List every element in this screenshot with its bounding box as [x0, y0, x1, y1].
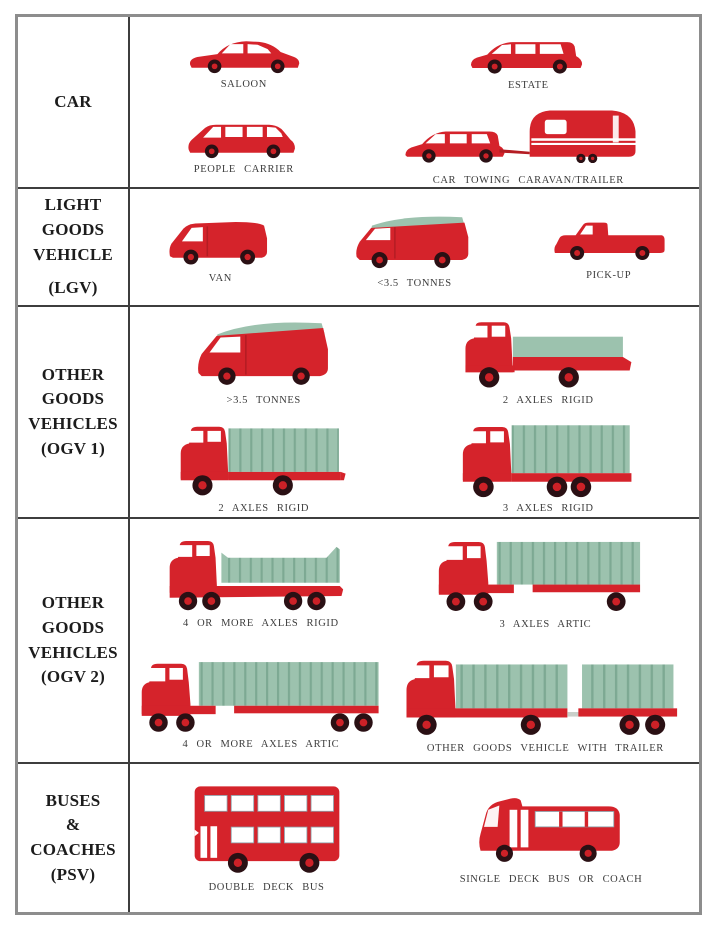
vehicle-figure — [130, 102, 358, 187]
tipper-4-or-more-axles-rigid-icon — [163, 531, 359, 613]
category-cell-ogv2 — [18, 519, 130, 762]
vehicle-figure — [130, 189, 311, 305]
vehicle-caption: PICK-UP — [586, 269, 632, 281]
vehicle-figure — [311, 189, 519, 305]
vehicle-caption: 2 AXLES RIGID — [218, 502, 310, 514]
category-cell-car — [18, 17, 130, 187]
category-line: BUSES — [45, 790, 101, 810]
category-line: GOODS — [41, 219, 105, 239]
people-carrier-icon — [183, 114, 305, 160]
saloon-icon — [183, 29, 305, 75]
category-line: VEHICLES — [28, 642, 118, 662]
category-line: COACHES — [30, 840, 116, 859]
category-line: (OGV 1) — [41, 438, 105, 458]
vehicle-caption: DOUBLE DECK BUS — [208, 881, 325, 893]
single-deck-bus-icon — [472, 791, 630, 870]
table-row-car — [18, 17, 699, 189]
category-line: CAR — [54, 91, 92, 111]
vehicle-figure — [130, 307, 397, 412]
vehicle-caption: PEOPLE CARRIER — [193, 164, 294, 176]
row-content-car — [130, 17, 699, 187]
flatbed-2-axles-rigid-icon — [457, 313, 639, 391]
category-line: OTHER — [41, 364, 105, 384]
artic-4-or-more-axles-icon — [135, 652, 387, 734]
van-icon — [164, 210, 276, 268]
vehicle-caption: SALOON — [220, 79, 267, 91]
vehicle-caption: 4 OR MORE AXLES ARTIC — [182, 739, 340, 751]
category-cell-psv — [18, 764, 130, 912]
vehicle-figure — [130, 519, 392, 641]
category-line: & — [65, 815, 81, 835]
vehicle-caption: OTHER GOODS VEHICLE WITH TRAILER — [426, 743, 664, 755]
vehicle-figure — [358, 102, 699, 187]
van-over-3-5-tonnes-icon — [189, 313, 339, 390]
vehicle-caption: 3 AXLES ARTIC — [499, 618, 592, 630]
vehicle-figure — [392, 641, 699, 763]
vehicle-figure — [130, 412, 397, 517]
vehicle-caption: VAN — [208, 273, 232, 285]
vehicle-caption: <3.5 TONNES — [377, 277, 452, 289]
van-under-3-5-tonnes-icon — [349, 205, 479, 272]
row-content-psv — [130, 764, 699, 912]
row-content-ogv1 — [130, 307, 699, 517]
table-row-lgv — [18, 189, 699, 307]
category-line: (OGV 2) — [41, 667, 105, 687]
vehicle-caption: 3 AXLES RIGID — [502, 503, 594, 515]
vehicle-figure — [130, 641, 392, 763]
category-line: OTHER — [41, 593, 105, 613]
vehicle-caption: SINGLE DECK BUS OR COACH — [459, 874, 643, 886]
table-row-psv — [18, 764, 699, 912]
category-line: VEHICLE — [33, 244, 113, 264]
row-content-lgv — [130, 189, 699, 305]
estate-icon — [465, 28, 591, 75]
category-cell-lgv — [18, 189, 130, 305]
box-3-axles-rigid-icon — [456, 415, 640, 499]
vehicle-figure — [130, 17, 358, 102]
pick-up-icon — [546, 213, 672, 265]
goods-vehicle-with-trailer-icon — [401, 648, 689, 738]
category-line: LIGHT — [44, 195, 102, 215]
vehicle-caption: ESTATE — [507, 80, 549, 92]
vehicle-caption: CAR TOWING CARAVAN/TRAILER — [432, 175, 624, 187]
category-line: GOODS — [41, 617, 105, 637]
category-line: GOODS — [41, 389, 105, 409]
vehicle-figure — [518, 189, 699, 305]
table-row-ogv1 — [18, 307, 699, 519]
table-row-ogv2 — [18, 519, 699, 764]
vehicle-figure — [397, 307, 699, 412]
car-towing-caravan-icon — [402, 103, 654, 170]
row-content-ogv2 — [130, 519, 699, 762]
vehicle-caption: >3.5 TONNES — [226, 395, 301, 407]
vehicle-figure — [392, 519, 699, 641]
double-deck-bus-icon — [188, 783, 346, 876]
category-line: (PSV) — [50, 864, 96, 884]
vehicle-figure — [397, 412, 699, 517]
category-cell-ogv1 — [18, 307, 130, 517]
box-2-axles-rigid-icon — [174, 415, 354, 497]
vehicle-figure — [403, 764, 699, 912]
category-line: VEHICLES — [28, 414, 118, 433]
vehicle-caption: 4 OR MORE AXLES RIGID — [183, 617, 339, 629]
vehicle-caption: 2 AXLES RIGID — [502, 395, 594, 407]
artic-3-axles-icon — [432, 530, 658, 614]
vehicle-figure — [358, 17, 699, 102]
category-line: (LGV) — [48, 278, 98, 298]
vehicle-classification-table — [15, 14, 702, 915]
vehicle-figure — [130, 764, 403, 912]
